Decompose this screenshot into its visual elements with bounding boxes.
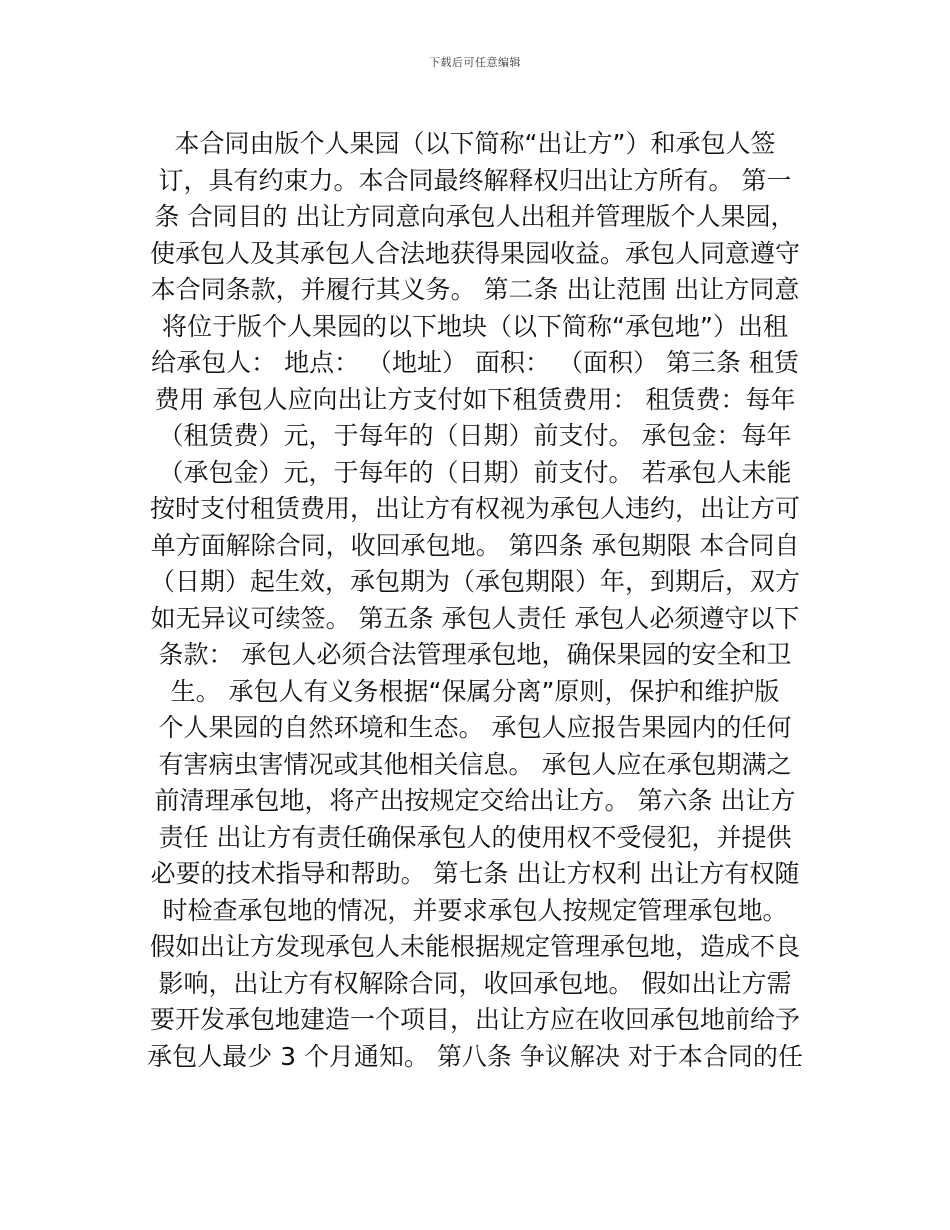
text-line: 有害病虫害情况或其他相关信息。 承包人应在承包期满之	[158, 749, 792, 779]
text-line: 必要的技术指导和帮助。 第七条 出让方权利 出让方有权随	[150, 859, 800, 888]
text-line: 前清理承包地，将产出按规定交给出让方。 第六条 出让方	[154, 786, 796, 815]
text-line: 订，具有约束力。本合同最终解释权归出让方所有。 第一	[158, 165, 792, 195]
contract-body-text	[109, 126, 841, 1075]
text-line: 条 合同目的 出让方同意向承包人出租并管理版个人果园，	[154, 202, 796, 231]
text-line: 个人果园的自然环境和生态。 承包人应报告果园内的任何	[158, 713, 792, 742]
text-line: （承包金）元，于每年的（日期）前支付。 若承包人未能	[158, 457, 792, 487]
page-header-note: 下载后可任意编辑	[429, 56, 521, 69]
text-line: 按时支付租赁费用，出让方有权视为承包人违约，出让方可	[149, 494, 800, 523]
text-line: 给承包人： 地点： （地址） 面积： （面积） 第三条 租赁	[151, 348, 799, 377]
text-line: 条款： 承包人必须合法管理承包地，确保果园的安全和卫	[158, 640, 792, 669]
text-line: 假如出让方发现承包人未能根据规定管理承包地，造成不良	[149, 932, 800, 961]
text-line: 本合同由版个人果园（以下简称“出让方”）和承包人签	[174, 129, 776, 158]
text-line: （租赁费）元，于每年的（日期）前支付。 承包金：每年	[158, 421, 792, 450]
text-line: 将位于版个人果园的以下地块（以下简称“承包地”）出租	[162, 311, 788, 341]
text-line: 使承包人及其承包人合法地获得果园收益。承包人同意遵守	[149, 238, 800, 268]
text-line: 责任 出让方有责任确保承包人的使用权不受侵犯，并提供	[158, 822, 792, 852]
text-line: 如无异议可续签。 第五条 承包人责任 承包人必须遵守以下	[150, 603, 800, 633]
text-line: 生。 承包人有义务根据“保属分离”原则，保护和维护版	[170, 676, 780, 706]
text-line: 费用 承包人应向出让方支付如下租赁费用： 租赁费：每年	[154, 384, 796, 414]
text-line: 时检查承包地的情况，并要求承包人按规定管理承包地。	[162, 895, 788, 925]
text-line: 本合同条款，并履行其义务。 第二条 出让范围 出让方同意	[150, 275, 800, 304]
text-line: （日期）起生效，承包期为（承包期限）年，到期后，双方	[149, 567, 800, 596]
text-line: 影响，出让方有权解除合同，收回承包地。 假如出让方需	[158, 968, 792, 998]
text-line: 承包人最少 3 个月通知。 第八条 争议解决 对于本合同的任	[147, 1041, 803, 1071]
text-line: 要开发承包地建造一个项目，出让方应在收回承包地前给予	[149, 1005, 800, 1034]
text-line: 单方面解除合同，收回承包地。 第四条 承包期限 本合同自	[150, 530, 800, 560]
